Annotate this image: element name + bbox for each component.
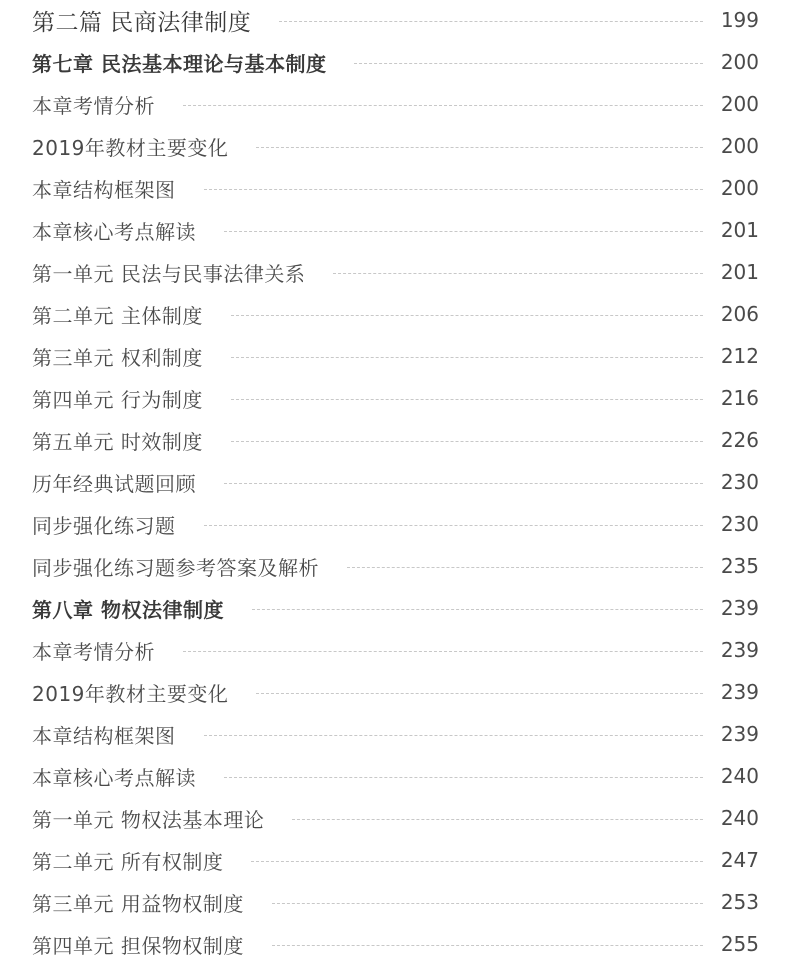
dotted-leader <box>272 945 703 946</box>
toc-section-entry[interactable] <box>32 845 759 875</box>
toc-entry-title: 本章结构框架图 <box>32 177 176 202</box>
toc-entry-title: 2019年教材主要变化 <box>32 135 229 160</box>
dotted-leader <box>224 231 703 232</box>
toc-page-number: 212 <box>720 344 759 368</box>
toc-section-entry[interactable] <box>32 215 759 245</box>
dotted-leader <box>292 819 702 820</box>
dotted-leader <box>183 651 703 652</box>
dotted-leader <box>252 609 703 610</box>
toc-page-number: 235 <box>720 554 759 578</box>
dotted-leader <box>272 903 703 904</box>
toc-page-number: 239 <box>720 638 759 662</box>
dotted-leader <box>231 399 703 400</box>
toc-entry-title: 第一单元 物权法基本理论 <box>32 807 265 832</box>
toc-page-number: 247 <box>720 848 759 872</box>
toc-page-number: 206 <box>720 302 759 326</box>
toc-section-entry[interactable] <box>32 929 759 959</box>
toc-entry-title: 第五单元 时效制度 <box>32 429 203 454</box>
toc-page-number: 230 <box>720 512 759 536</box>
dotted-leader <box>204 525 703 526</box>
toc-section-entry[interactable] <box>32 887 759 917</box>
toc-entry-title: 第二篇 民商法律制度 <box>32 9 252 36</box>
toc-entry-title: 第四单元 行为制度 <box>32 387 203 412</box>
dotted-leader <box>347 567 703 568</box>
toc-section-entry[interactable] <box>32 383 759 413</box>
toc-entry-title: 第二单元 主体制度 <box>32 303 203 328</box>
dotted-leader <box>204 189 703 190</box>
toc-page-number: 253 <box>720 890 759 914</box>
dotted-leader <box>251 861 702 862</box>
toc-entry-title: 第八章 物权法律制度 <box>32 597 224 622</box>
toc-page-number: 239 <box>720 680 759 704</box>
dotted-leader <box>231 357 703 358</box>
toc-page-number: 216 <box>720 386 759 410</box>
toc-page-number: 255 <box>720 932 759 956</box>
toc-entry-title: 第四单元 担保物权制度 <box>32 933 244 958</box>
toc-section-entry[interactable] <box>32 803 759 833</box>
toc-part-entry[interactable] <box>32 5 759 35</box>
dotted-leader <box>279 21 703 22</box>
toc-entry-title: 本章核心考点解读 <box>32 219 196 244</box>
dotted-leader <box>224 777 703 778</box>
toc-section-entry[interactable] <box>32 341 759 371</box>
dotted-leader <box>231 441 703 442</box>
toc-page-number: 239 <box>720 722 759 746</box>
toc-page-number: 200 <box>720 176 759 200</box>
dotted-leader <box>354 63 702 64</box>
toc-section-entry[interactable] <box>32 299 759 329</box>
toc-entry-title: 第三单元 用益物权制度 <box>32 891 244 916</box>
toc-section-entry[interactable] <box>32 257 759 287</box>
toc-section-entry[interactable] <box>32 551 759 581</box>
toc-page-number: 240 <box>720 806 759 830</box>
toc-chapter-entry[interactable] <box>32 47 759 77</box>
toc-section-entry[interactable] <box>32 89 759 119</box>
toc-entry-title: 第一单元 民法与民事法律关系 <box>32 261 306 286</box>
toc-page-number: 200 <box>720 92 759 116</box>
toc-page-number: 239 <box>720 596 759 620</box>
toc-entry-title: 同步强化练习题参考答案及解析 <box>32 555 319 580</box>
toc-entry-title: 本章结构框架图 <box>32 723 176 748</box>
dotted-leader <box>204 735 703 736</box>
dotted-leader <box>256 693 702 694</box>
toc-chapter-entry[interactable] <box>32 593 759 623</box>
toc-entry-title: 本章考情分析 <box>32 639 155 664</box>
toc-page-number: 201 <box>720 260 759 284</box>
dotted-leader <box>256 147 702 148</box>
toc-entry-title: 2019年教材主要变化 <box>32 681 229 706</box>
toc-entry-title: 本章考情分析 <box>32 93 155 118</box>
toc-entry-title: 同步强化练习题 <box>32 513 176 538</box>
toc-section-entry[interactable] <box>32 719 759 749</box>
toc-section-entry[interactable] <box>32 425 759 455</box>
toc-page-number: 201 <box>720 218 759 242</box>
toc-page-number: 200 <box>720 134 759 158</box>
toc-section-entry[interactable] <box>32 635 759 665</box>
dotted-leader <box>333 273 702 274</box>
toc-page-number: 240 <box>720 764 759 788</box>
toc-section-entry[interactable] <box>32 173 759 203</box>
toc-section-entry[interactable] <box>32 131 759 161</box>
toc-page-number: 230 <box>720 470 759 494</box>
dotted-leader <box>231 315 703 316</box>
toc-entry-title: 历年经典试题回顾 <box>32 471 196 496</box>
toc-page-number: 226 <box>720 428 759 452</box>
dotted-leader <box>224 483 703 484</box>
toc-page-number: 199 <box>720 8 759 32</box>
toc-section-entry[interactable] <box>32 509 759 539</box>
toc-section-entry[interactable] <box>32 677 759 707</box>
toc-entry-title: 第三单元 权利制度 <box>32 345 203 370</box>
dotted-leader <box>183 105 703 106</box>
toc-section-entry[interactable] <box>32 467 759 497</box>
toc-entry-title: 本章核心考点解读 <box>32 765 196 790</box>
toc-entry-title: 第七章 民法基本理论与基本制度 <box>32 51 327 76</box>
toc-entry-title: 第二单元 所有权制度 <box>32 849 224 874</box>
toc-section-entry[interactable] <box>32 761 759 791</box>
toc-page-number: 200 <box>720 50 759 74</box>
